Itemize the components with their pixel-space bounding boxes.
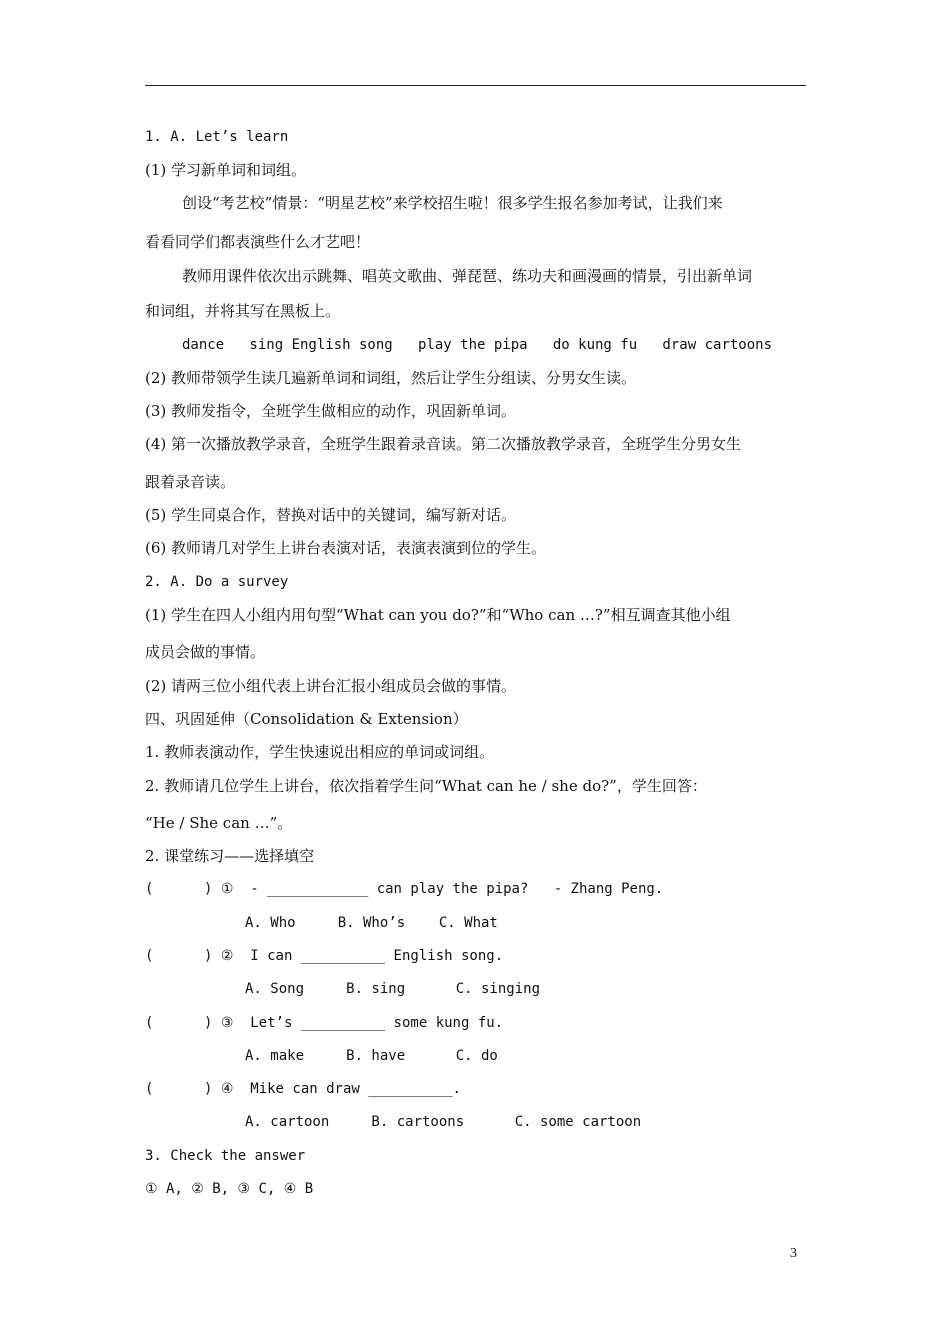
step-item: (1) 学习新单词和词组。 (145, 161, 307, 179)
paragraph-line: 看看同学们都表演些什么才艺吧！ (145, 233, 371, 251)
section-heading: 1. A. Let’s learn (145, 129, 289, 145)
paragraph-line: 跟着录音读。 (145, 473, 236, 491)
step-item: (2) 请两三位小组代表上讲台汇报小组成员会做的事情。 (145, 677, 517, 695)
step-item: (3) 教师发指令，全班学生做相应的动作，巩固新单词。 (145, 402, 517, 420)
step-item: (4) 第一次播放教学录音，全班学生跟着录音读。第二次播放教学录音，全班学生分男女生 (145, 435, 742, 453)
step-item: (6) 教师请几对学生上讲台表演对话，表演表演到位的学生。 (145, 539, 547, 557)
step-item: (5) 学生同桌合作，替换对话中的关键词，编写新对话。 (145, 506, 517, 524)
exercise-question: ( ) ① - ____________ can play the pipa? - Zhang Peng. (145, 881, 664, 897)
step-item: (2) 教师带领学生读几遍新单词和词组，然后让学生分组读、分男女生读。 (145, 369, 637, 387)
section-heading: 2. 课堂练习——选择填空 (145, 847, 315, 865)
paragraph-line: 创设“考艺校”情景：“明星艺校”来学校招生啦！很多学生报名参加考试，让我们来 (182, 194, 723, 212)
paragraph-line: 成员会做的事情。 (145, 643, 266, 661)
section-heading: 四、巩固延伸（Consolidation & Extension） (145, 710, 468, 728)
step-item: 2. 教师请几位学生上讲台，依次指着学生问“What can he / she do?”，学生回答： (145, 777, 707, 795)
exercise-options: A. Song B. sing C. singing (245, 981, 541, 997)
exercise-options: A. Who B. Who’s C. What (245, 915, 498, 931)
paragraph-line: 教师用课件依次出示跳舞、唱英文歌曲、弹琵琶、练功夫和画漫画的情景，引出新单词 (182, 267, 753, 285)
exercise-question: ( ) ③ Let’s __________ some kung fu. (145, 1015, 504, 1031)
paragraph-line: 和词组，并将其写在黑板上。 (145, 302, 341, 320)
vocabulary-list: dance sing English song play the pipa do kung fu draw cartoons (182, 337, 773, 353)
header-rule (145, 85, 806, 86)
section-heading: 2. A. Do a survey (145, 574, 289, 590)
exercise-options: A. make B. have C. do (245, 1048, 498, 1064)
page-number: 3 (790, 1246, 797, 1261)
paragraph-line: “He / She can …”。 (145, 814, 293, 832)
answer-key: ① A, ② B, ③ C, ④ B (145, 1181, 314, 1197)
exercise-options: A. cartoon B. cartoons C. some cartoon (245, 1114, 642, 1130)
step-item: (1) 学生在四人小组内用句型“What can you do?”和“Who can …?”相互调查其他小组 (145, 606, 731, 624)
exercise-question: ( ) ④ Mike can draw __________. (145, 1081, 461, 1097)
step-item: 1. 教师表演动作，学生快速说出相应的单词或词组。 (145, 743, 495, 761)
section-heading: 3. Check the answer (145, 1148, 306, 1164)
exercise-question: ( ) ② I can __________ English song. (145, 948, 504, 964)
